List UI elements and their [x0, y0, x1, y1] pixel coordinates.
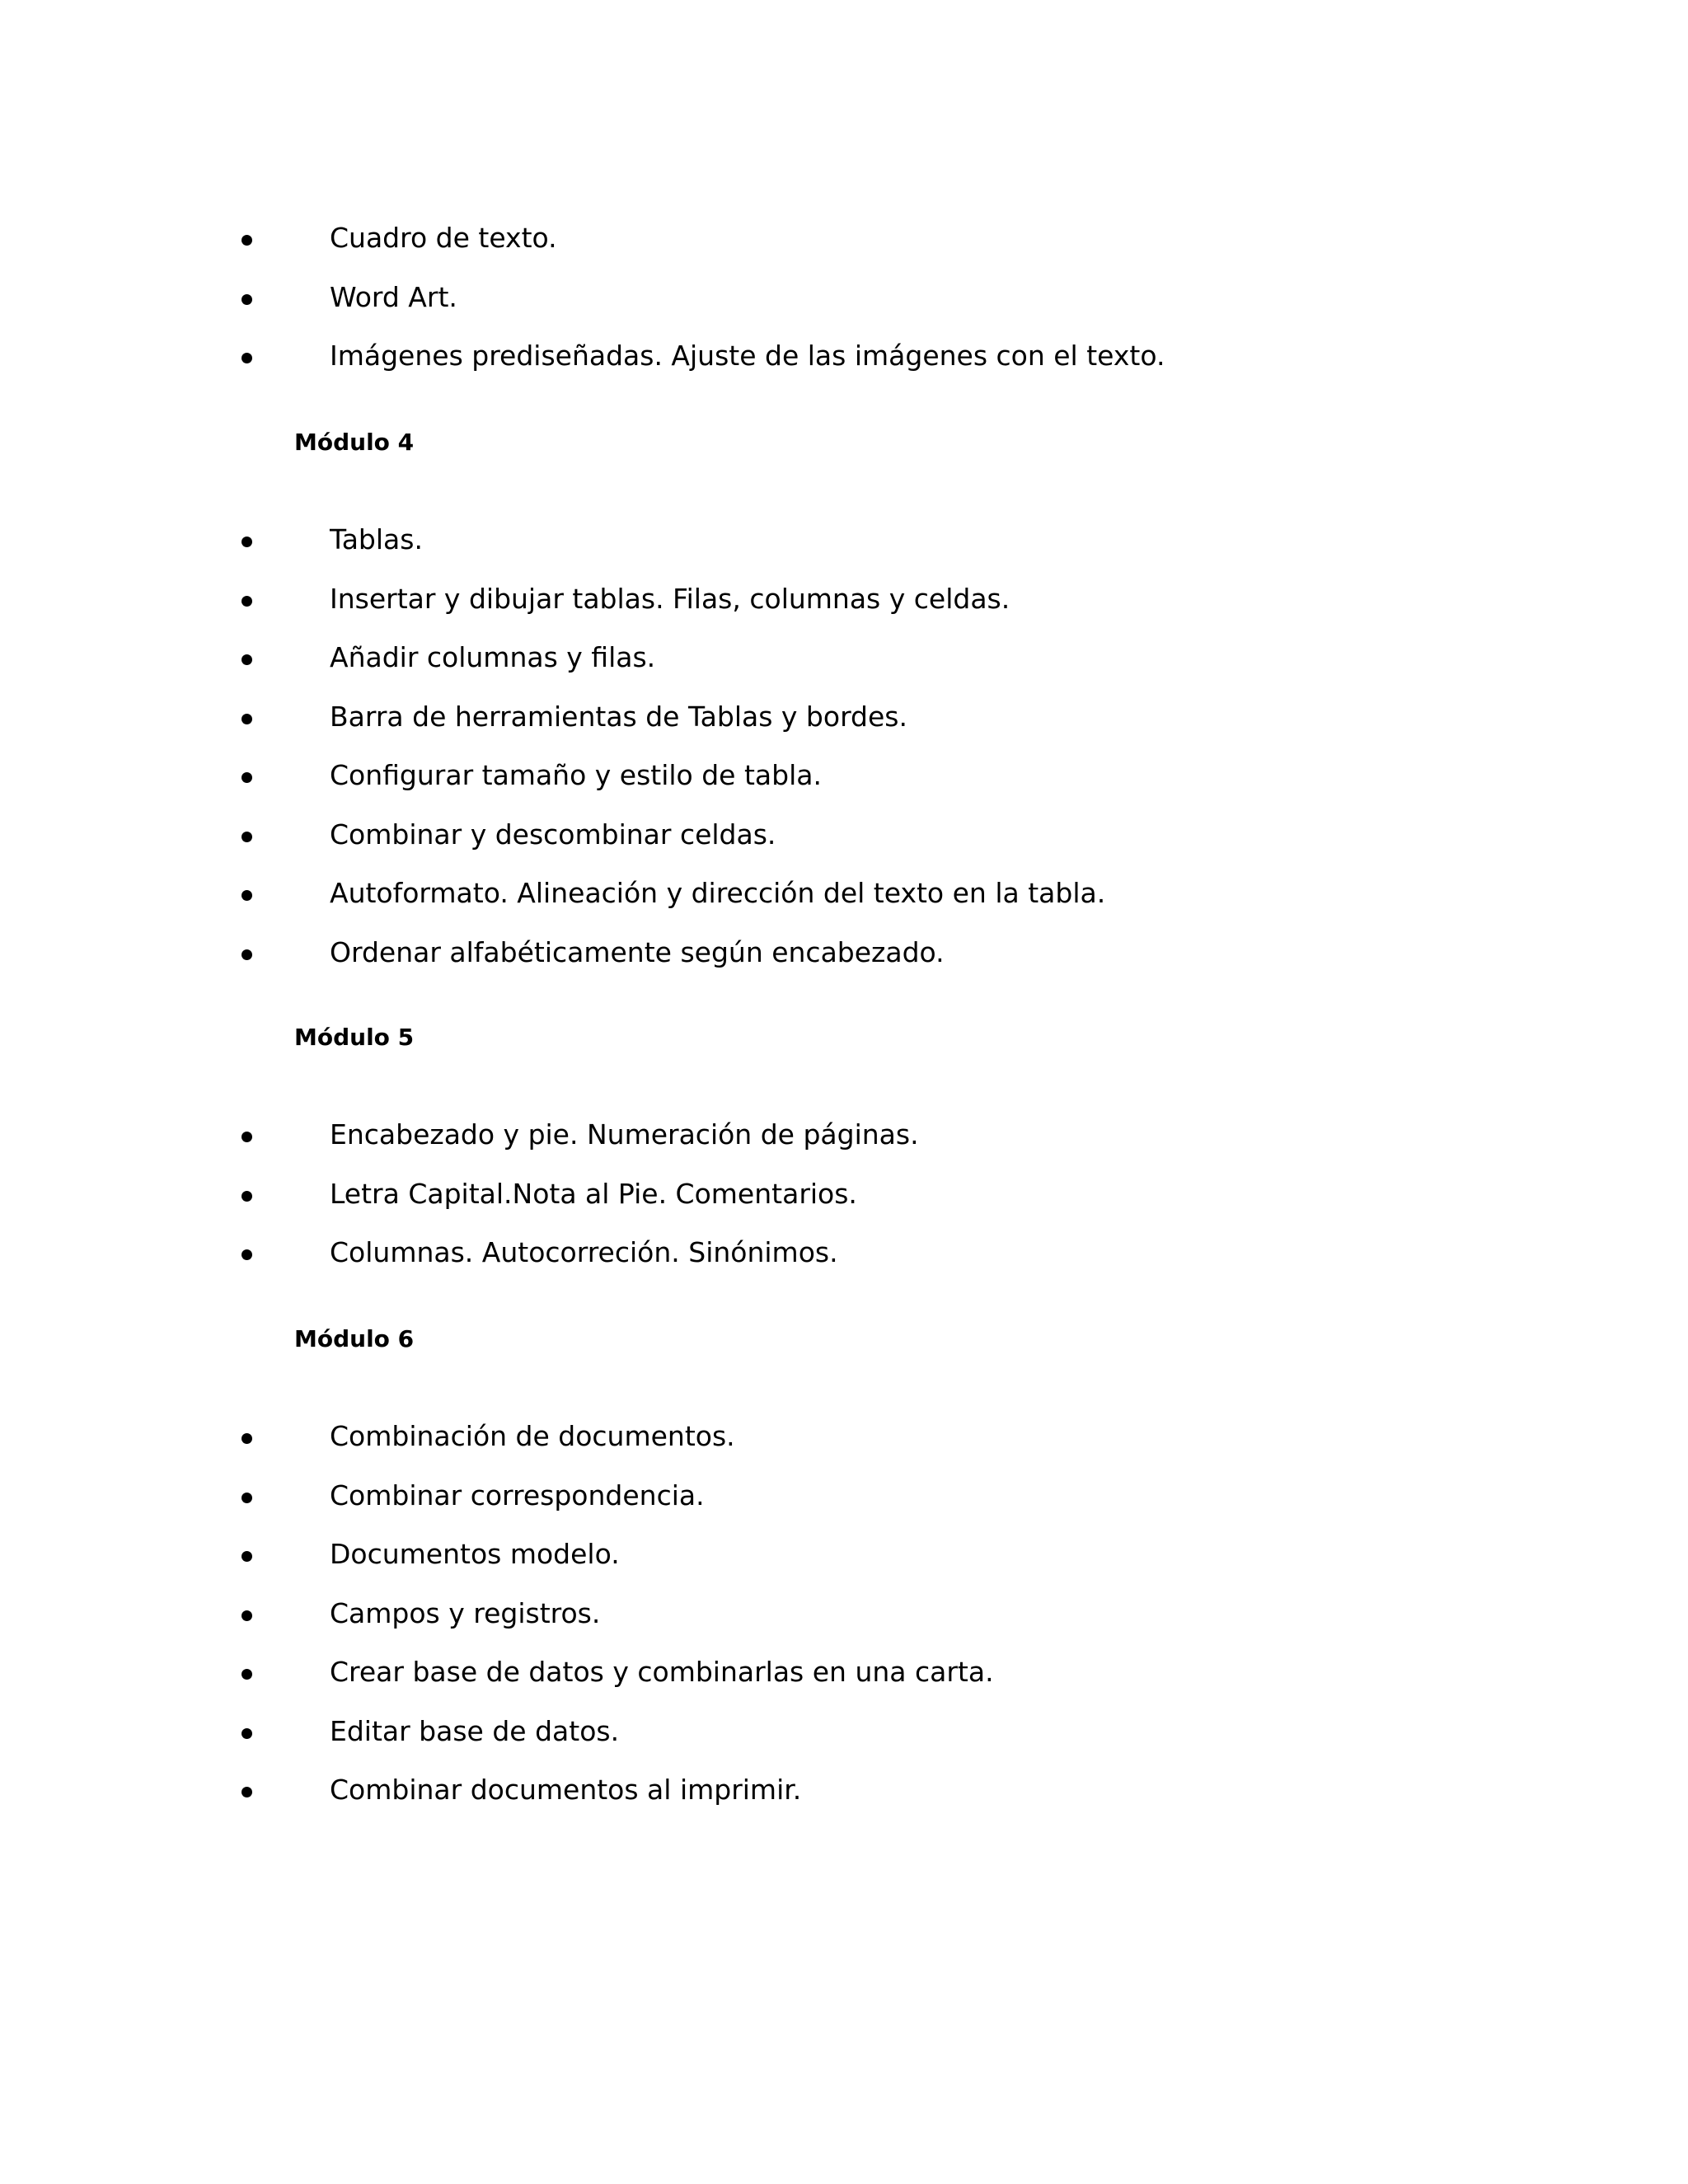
bullet-icon [241, 714, 252, 724]
list-item [0, 641, 1688, 701]
list-item [0, 281, 1688, 340]
list-item-text: Cuadro de texto. [330, 222, 557, 254]
section-heading-modulo-4: Módulo 4 [294, 429, 415, 456]
list-item-text: Ordenar alfabéticamente según encabezado. [330, 935, 945, 968]
list-item-text: Añadir columnas y filas. [330, 641, 656, 673]
list-item-text: Combinar correspondencia. [330, 1479, 705, 1511]
bullet-icon [241, 1191, 252, 1202]
bullet-icon [241, 537, 252, 547]
list-item [0, 1420, 1688, 1479]
list-item [0, 1178, 1688, 1237]
list-item [0, 222, 1688, 281]
list-item-text: Combinar y descombinar celdas. [330, 818, 776, 851]
list-item [0, 1774, 1688, 1833]
bullet-icon [241, 1787, 252, 1797]
list-item-text: Combinación de documentos. [330, 1420, 735, 1452]
bullet-icon [241, 890, 252, 901]
list-item [0, 818, 1688, 878]
list-item-text: Barra de herramientas de Tablas y bordes. [330, 700, 907, 733]
list-item [0, 1479, 1688, 1539]
bullet-icon [241, 294, 252, 305]
bullet-icon [241, 949, 252, 960]
bullet-icon [241, 1249, 252, 1260]
list-item [0, 936, 1688, 996]
list-item [0, 1597, 1688, 1657]
list-item [0, 340, 1688, 399]
list-item-text: Combinar documentos al imprimir. [330, 1774, 802, 1806]
bullet-icon [241, 1551, 252, 1562]
bullet-icon [241, 1132, 252, 1142]
bullet-icon [241, 1493, 252, 1503]
bullet-icon [241, 1433, 252, 1444]
list-item-text: Campos y registros. [330, 1596, 601, 1629]
list-item-text: Documentos modelo. [330, 1538, 620, 1570]
bullet-icon [241, 654, 252, 665]
bullet-icon [241, 772, 252, 783]
list-item [0, 701, 1688, 760]
list-item [0, 1656, 1688, 1715]
bullet-icon [241, 832, 252, 842]
bullet-icon [241, 1728, 252, 1739]
list-item [0, 523, 1688, 583]
list-item-text: Configurar tamaño y estilo de tabla. [330, 759, 822, 791]
list-item-text: Tablas. [330, 523, 423, 555]
bullet-icon [241, 235, 252, 246]
modulo-5-list [0, 1118, 1688, 1296]
list-item [0, 583, 1688, 642]
list-item [0, 1236, 1688, 1296]
bullet-icon [241, 353, 252, 363]
list-item [0, 1538, 1688, 1597]
section-heading-modulo-6: Módulo 6 [294, 1325, 415, 1352]
list-item [0, 1118, 1688, 1178]
modulo-4-list [0, 523, 1688, 995]
list-item-text: Letra Capital.Nota al Pie. Comentarios. [330, 1177, 857, 1210]
list-item [0, 1715, 1688, 1774]
list-item-text: Crear base de datos y combinarlas en una carta. [330, 1656, 994, 1688]
list-item-text: Word Art. [330, 280, 457, 313]
list-item-text: Columnas. Autocorreción. Sinónimos. [330, 1236, 838, 1268]
bullet-icon [241, 1669, 252, 1680]
bullet-icon [241, 1610, 252, 1621]
list-item-text: Imágenes prediseñadas. Ajuste de las imágenes con el texto. [330, 340, 1165, 372]
list-item-text: Autoformato. Alineación y dirección del texto en la tabla. [330, 877, 1106, 909]
list-item-text: Encabezado y pie. Numeración de páginas. [330, 1118, 919, 1151]
intro-list [0, 222, 1688, 399]
list-item-text: Editar base de datos. [330, 1714, 620, 1747]
bullet-icon [241, 596, 252, 607]
list-item-text: Insertar y dibujar tablas. Filas, columnas y celdas. [330, 582, 1010, 615]
modulo-6-list [0, 1420, 1688, 1833]
section-heading-modulo-5: Módulo 5 [294, 1024, 415, 1051]
list-item [0, 877, 1688, 936]
list-item [0, 759, 1688, 818]
